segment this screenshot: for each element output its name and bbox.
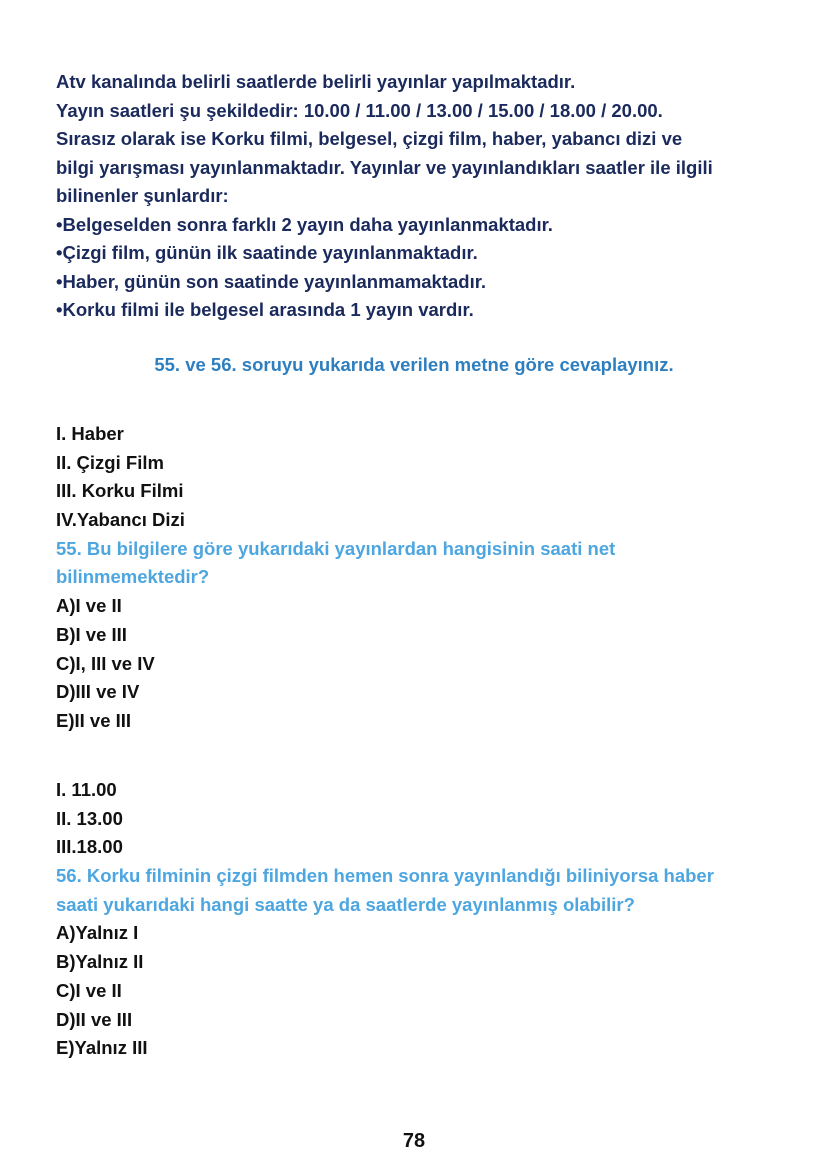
intro-line: Yayın saatleri şu şekildedir: 10.00 / 11.00 / 13.00 / 15.00 / 18.00 / 20.00. <box>56 99 663 121</box>
answer-option-a[interactable]: A)Yalnız I <box>56 922 139 944</box>
clue-item: •Haber, günün son saatinde yayınlanmamaktadır. <box>56 270 487 292</box>
question-text: bilinmemektedir? <box>56 566 210 588</box>
question-text: saati yukarıdaki hangi saatte ya da saatlerde yayınlanmış olabilir? <box>56 893 635 915</box>
question-55 <box>56 420 796 736</box>
intro-line: Atv kanalında belirli saatlerde belirli yayınlar yapılmaktadır. <box>56 71 576 92</box>
answer-option-e[interactable]: E)II ve III <box>56 709 132 731</box>
answer-option-b[interactable]: B)I ve III <box>56 623 127 645</box>
intro-line: Sırasız olarak ise Korku filmi, belgesel, çizgi film, haber, yabancı dizi ve <box>56 128 683 149</box>
question-56 <box>56 776 796 1063</box>
list-item: I. Haber <box>56 423 124 444</box>
list-item: III.18.00 <box>56 836 123 858</box>
question-text: 55. Bu bilgilere göre yukarıdaki yayınlardan hangisinin saati net <box>56 537 616 559</box>
answer-option-b[interactable]: B)Yalnız II <box>56 951 144 973</box>
clue-item: •Korku filmi ile belgesel arasında 1 yayın vardır. <box>56 299 474 320</box>
question-text: 56. Korku filminin çizgi filmden hemen sonra yayınlandığı biliniyorsa haber <box>56 865 714 887</box>
answer-option-d[interactable]: D)II ve III <box>56 1008 133 1030</box>
intro-line: bilgi yarışması yayınlanmaktadır. Yayınlar ve yayınlandıkları saatler ile ilgili <box>56 156 713 178</box>
answer-option-e[interactable]: E)Yalnız III <box>56 1037 148 1059</box>
answer-option-c[interactable]: C)I ve II <box>56 979 122 1001</box>
answer-option-c[interactable]: C)I, III ve IV <box>56 652 155 674</box>
list-item: IV.Yabancı Dizi <box>56 509 185 531</box>
page-number: 78 <box>402 1130 426 1152</box>
list-item: I. 11.00 <box>56 779 117 800</box>
instruction-heading: 55. ve 56. soruyu yukarıda verilen metne göre cevaplayınız. <box>154 354 674 375</box>
list-item: II. 13.00 <box>56 807 123 829</box>
list-item: III. Korku Filmi <box>56 480 184 502</box>
answer-option-d[interactable]: D)III ve IV <box>56 681 140 703</box>
intro-line: bilinenler şunlardır: <box>56 185 229 206</box>
intro-text <box>56 68 796 325</box>
clue-item: •Çizgi film, günün ilk saatinde yayınlanmaktadır. <box>56 242 478 263</box>
answer-option-a[interactable]: A)I ve II <box>56 595 122 617</box>
list-item: II. Çizgi Film <box>56 451 164 473</box>
clue-item: •Belgeselden sonra farklı 2 yayın daha yayınlanmaktadır. <box>56 213 553 235</box>
